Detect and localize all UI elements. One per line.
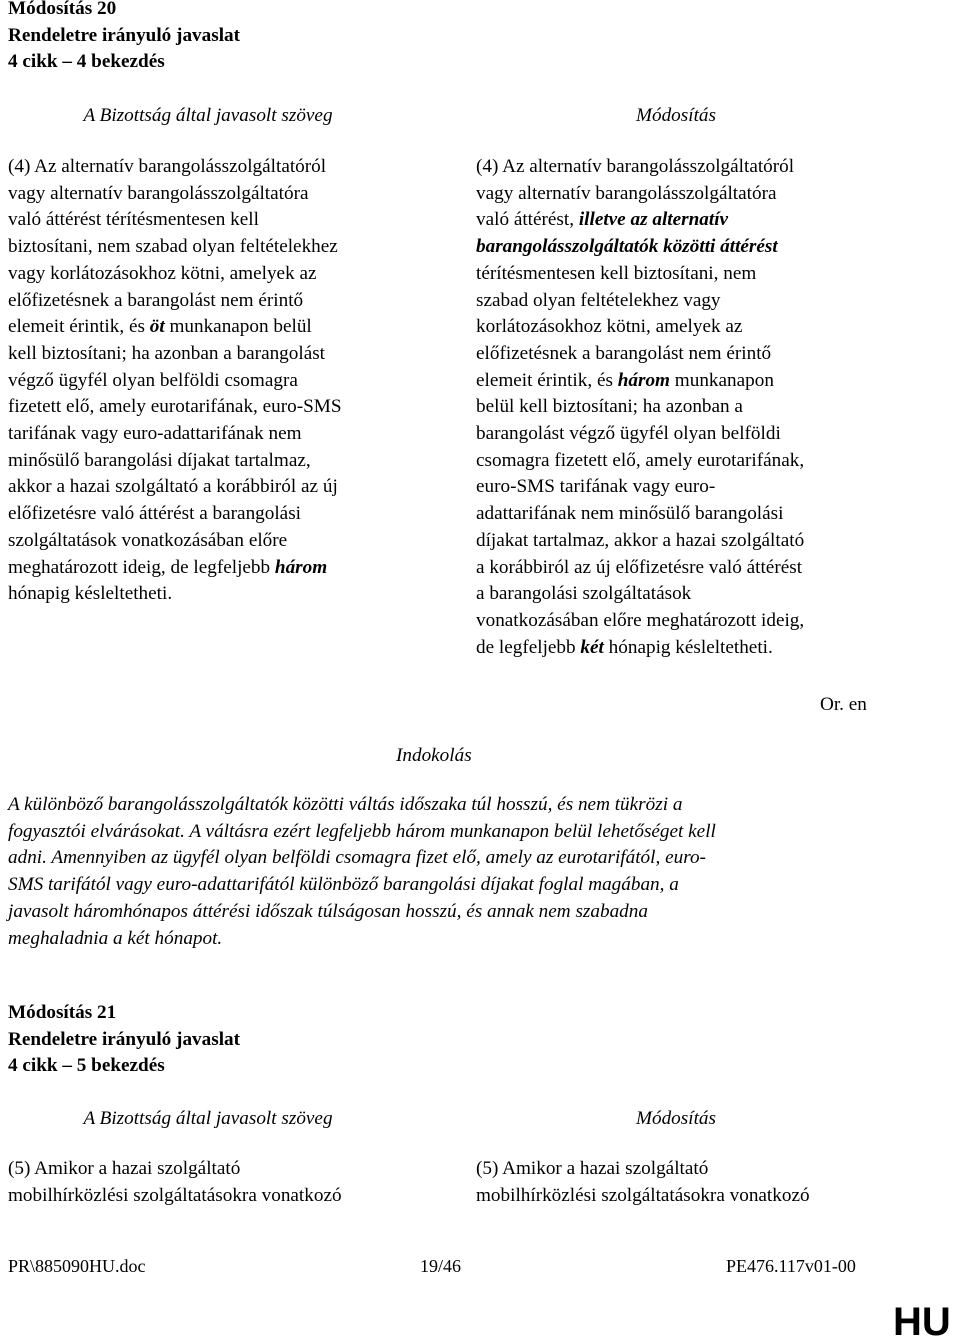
text-line: előfizetésre való áttérést a barangolási [8, 503, 301, 525]
text-line: vagy alternatív barangolásszolgáltatóra [476, 182, 777, 204]
text-line: vagy korlátozásokhoz kötni, amelyek az [8, 262, 317, 284]
text-line: szolgáltatások vonatkozásában előre [8, 529, 288, 551]
amendment-text [476, 1156, 810, 1209]
amendment-number: Módosítás 21 [8, 1002, 117, 1023]
text-line: mobilhírközlési szolgáltatásokra vonatkozó [476, 1184, 810, 1206]
text-line: előfizetésnek a barangolást nem érintő [8, 289, 304, 311]
text-fragment: munkanapon [674, 369, 774, 391]
language-badge: HU [893, 1300, 951, 1344]
amendment-20-heading [8, 0, 240, 76]
emphasis-text: két [580, 636, 604, 658]
commission-text [8, 1156, 342, 1209]
text-line: belül kell biztosítani; ha azonban a [476, 396, 743, 418]
commission-text-header: A Bizottság által javasolt szöveg [83, 1108, 333, 1129]
text-line: hónapig késleltetheti. [8, 583, 173, 605]
text-line: minősülő barangolási díjakat tartalmaz, [8, 449, 311, 471]
commission-text-header: A Bizottság által javasolt szöveg [83, 105, 333, 126]
text-line [8, 314, 342, 341]
text-line: adni. Amennyiben az ügyfél olyan belföldi csomagra fizet elő, amely az eurotarifától, euro- [8, 847, 706, 869]
emphasis-text: három [274, 556, 328, 578]
amendment-number: Módosítás 20 [8, 0, 117, 19]
text-line: (4) Az alternatív barangolásszolgáltatóról [8, 156, 327, 177]
text-line [476, 635, 804, 662]
text-line: korlátozásokhoz kötni, amelyek az [476, 316, 743, 338]
text-line: biztosítani, nem szabad olyan feltételekhez [8, 236, 338, 258]
text-line: vagy alternatív barangolásszolgáltatóra [8, 182, 309, 204]
article-reference: 4 cikk – 5 bekezdés [8, 1055, 165, 1077]
text-fragment: de legfeljebb [476, 636, 576, 658]
text-line: akkor a hazai szolgáltató a korábbiról az új [8, 476, 338, 498]
text-line: SMS tarifától vagy euro-adattarifától különböző barangolási díjakat foglal magában, a [8, 874, 679, 896]
text-line: előfizetésnek a barangolást nem érintő [476, 342, 772, 364]
text-line: javasolt háromhónapos áttérési időszak túlságosan hosszú, és annak nem szabadna [8, 900, 648, 922]
text-line: végző ügyfél olyan belföldi csomagra [8, 369, 298, 391]
text-fragment: hónapig késleltetheti. [608, 636, 773, 658]
text-line [476, 234, 804, 261]
text-line [8, 555, 342, 582]
text-line: barangolást végző ügyfél olyan belföldi [476, 423, 781, 445]
text-line: vonatkozásában előre meghatározott ideig, [476, 609, 805, 631]
text-line: euro-SMS tarifának vagy euro- [476, 476, 716, 498]
emphasis-text: barangolásszolgáltatók közötti áttérést [476, 236, 778, 258]
text-line: tarifának vagy euro-adattarifának nem [8, 423, 302, 445]
text-fragment: elemeit érintik, és [476, 369, 613, 391]
text-fragment: elemeit érintik, és [8, 316, 145, 338]
footer-pe-reference: PE476.117v01-00 [726, 1256, 856, 1276]
text-line: (4) Az alternatív barangolásszolgáltatóról [476, 156, 795, 177]
footer-doc-reference: PR\885090HU.doc [8, 1256, 146, 1276]
text-line: adattarifának nem minősülő barangolási [476, 503, 784, 525]
text-fragment: meghatározott ideig, de legfeljebb [8, 556, 271, 578]
emphasis-text: öt [149, 316, 165, 338]
emphasis-text: illetve az alternatív [578, 209, 729, 231]
proposal-title: Rendeletre irányuló javaslat [8, 24, 241, 46]
proposal-title: Rendeletre irányuló javaslat [8, 1028, 241, 1050]
amendment-text [476, 154, 804, 661]
text-line [476, 207, 804, 234]
justification-text [8, 792, 716, 952]
text-line: (5) Amikor a hazai szolgáltató [8, 1158, 241, 1179]
text-line: A különböző barangolásszolgáltatók közötti váltás időszaka túl hosszú, és nem tükrözi a [8, 794, 683, 815]
text-line [476, 368, 804, 395]
text-line: a barangolási szolgáltatások [476, 583, 692, 605]
amendment-header: Módosítás [636, 105, 716, 126]
text-line: (5) Amikor a hazai szolgáltató [476, 1158, 709, 1179]
text-line: kell biztosítani; ha azonban a barangolást [8, 342, 326, 364]
text-line: fogyasztói elvárásokat. A váltásra ezért legfeljebb három munkanapon belül lehetőséget kell [8, 820, 716, 842]
footer-page-number: 19/46 [420, 1256, 462, 1276]
original-language: Or. en [820, 694, 867, 715]
text-fragment: munkanapon belül [169, 316, 312, 338]
article-reference: 4 cikk – 4 bekezdés [8, 51, 165, 73]
text-line: térítésmentesen kell biztosítani, nem [476, 262, 757, 284]
text-line: csomagra fizetett elő, amely eurotarifának, [476, 449, 805, 471]
emphasis-text: három [617, 369, 670, 391]
justification-title: Indokolás [396, 745, 472, 766]
text-line: díjakat tartalmaz, akkor a hazai szolgáltató [476, 529, 805, 551]
text-line: fizetett elő, amely eurotarifának, euro-SMS [8, 396, 342, 418]
text-line: meghaladnia a két hónapot. [8, 927, 223, 949]
commission-text [8, 154, 342, 608]
text-line: a korábbiról az új előfizetésre való áttérést [476, 556, 803, 578]
text-line: mobilhírközlési szolgáltatásokra vonatkozó [8, 1184, 342, 1206]
text-line: szabad olyan feltételekhez vagy [476, 289, 721, 311]
text-line: való áttérést térítésmentesen kell [8, 209, 259, 231]
text-fragment: való áttérést, [476, 209, 575, 231]
amendment-header: Módosítás [636, 1108, 716, 1129]
amendment-21-heading [8, 1000, 240, 1080]
